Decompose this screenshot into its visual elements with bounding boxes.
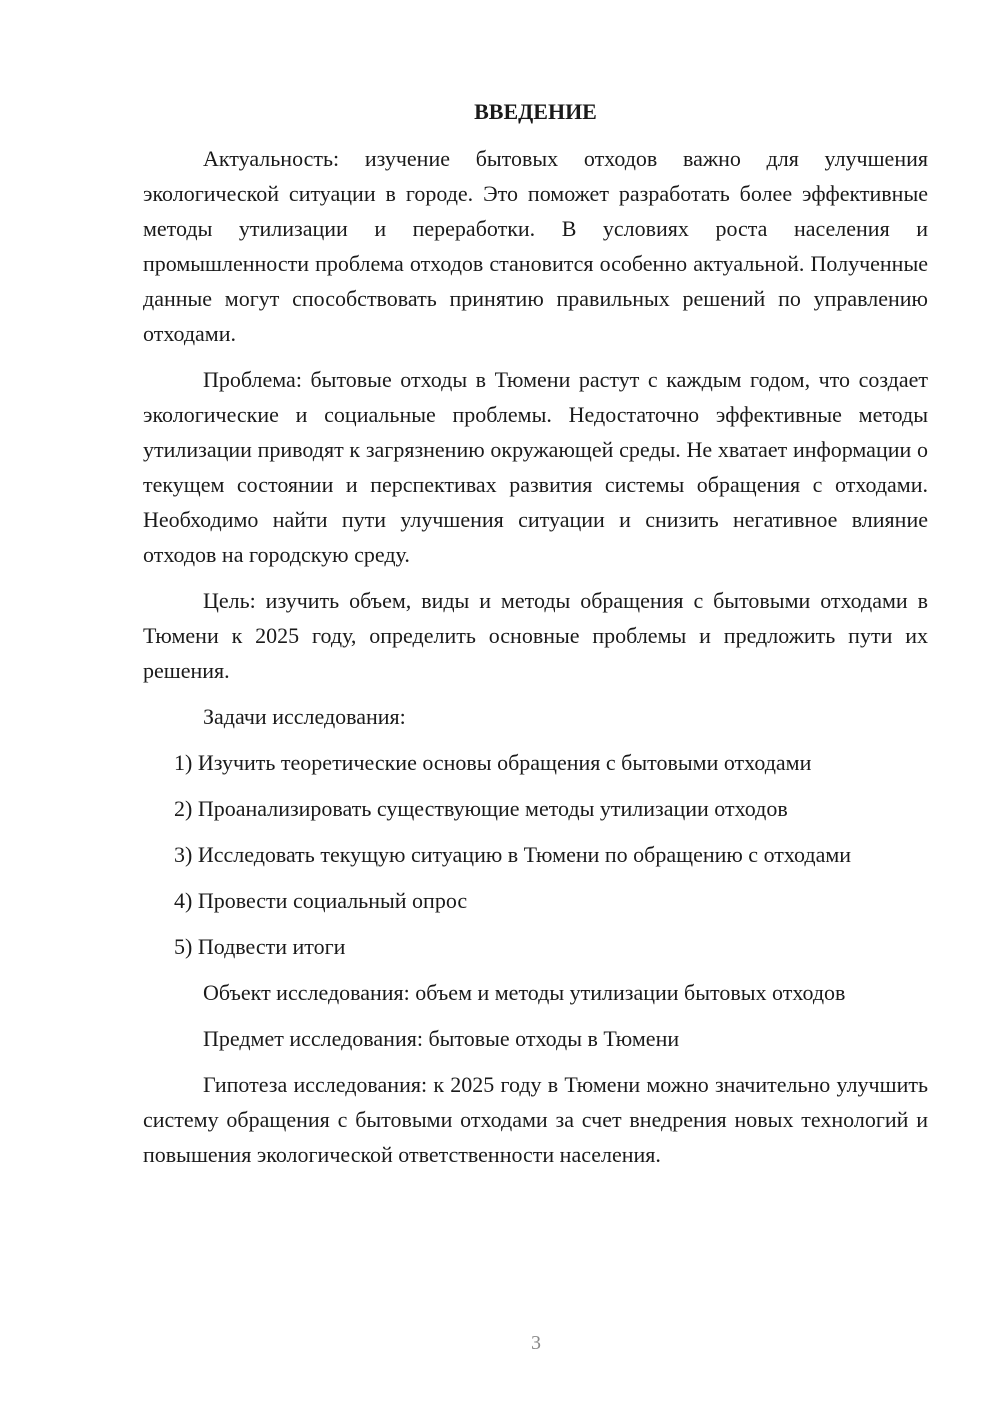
list-item: 1) Изучить теоретические основы обращения с бытовыми отходами (174, 750, 812, 775)
paragraph-goal: Цель: изучить объем, виды и методы обращения с бытовыми отходами в Тюмени к 2025 году, определить основные проблемы и предложить пути их решения. (143, 588, 928, 683)
paragraph-hypothesis: Гипотеза исследования: к 2025 году в Тюмени можно значительно улучшить систему обращения с бытовыми отходами за счет внедрения новых технологий и повышения экологической ответственности населения. (143, 1072, 928, 1167)
tasks-list (143, 745, 928, 964)
list-item: 5) Подвести итоги (174, 934, 346, 959)
page-title: ВВЕДЕНИЕ (474, 99, 597, 124)
tasks-heading: Задачи исследования: (203, 704, 406, 729)
paragraph-object: Объект исследования: объем и методы утилизации бытовых отходов (203, 980, 846, 1005)
page-content (143, 94, 928, 1183)
paragraph-relevance: Актуальность: изучение бытовых отходов важно для улучшения экологической ситуации в городе. Это поможет разработать более эффективные методы утилизации и переработки. В условиях роста населения и промышленности проблема отходов становится особенно актуальной. Полученные данные могут способствовать принятию правильных решений по управлению отходами. (143, 146, 928, 346)
paragraph-subject: Предмет исследования: бытовые отходы в Тюмени (203, 1026, 680, 1051)
paragraph-problem: Проблема: бытовые отходы в Тюмени растут с каждым годом, что создает экологические и социальные проблемы. Недостаточно эффективные методы утилизации приводят к загрязнению окружающей среды. Не хватает информации о текущем состоянии и перспективах развития системы обращения с отходами. Необходимо найти пути улучшения ситуации и снизить негативное влияние отходов на городскую среду. (143, 367, 928, 567)
list-item: 4) Провести социальный опрос (174, 888, 468, 913)
list-item: 2) Проанализировать существующие методы утилизации отходов (174, 796, 788, 821)
page-number: 3 (531, 1332, 541, 1354)
list-item: 3) Исследовать текущую ситуацию в Тюмени по обращению с отходами (174, 842, 852, 867)
